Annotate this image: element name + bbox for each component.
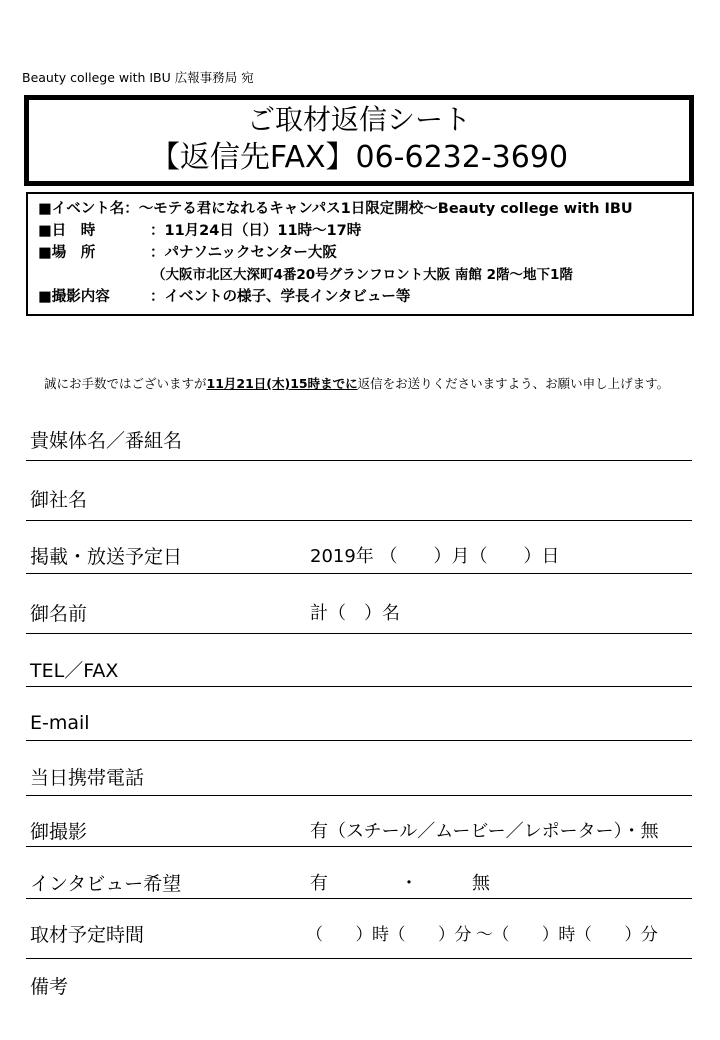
reply-fax-number: 【返信先FAX】06-6232-3690 <box>149 140 569 175</box>
field-value: 2019年 （ ）月（ ）日 <box>310 546 560 567</box>
form-field-tel-fax <box>26 659 692 687</box>
field-label: TEL／FAX <box>30 660 119 682</box>
form-field-name <box>26 602 692 634</box>
form-field-remarks <box>26 975 692 999</box>
form-field-company <box>26 488 692 521</box>
field-value: （ ）時（ ）分 ～（ ）時（ ）分 <box>306 925 658 945</box>
field-label: 貴媒体名／番組名 <box>30 430 183 452</box>
form-field-publish-date <box>26 545 692 574</box>
field-label: 掲載・放送予定日 <box>30 546 183 568</box>
addressee-line: Beauty college with IBU 広報事務局 宛 <box>22 70 254 85</box>
event-venue-value: ：パナソニックセンター大阪 <box>150 245 337 261</box>
form-field-photography <box>26 820 692 847</box>
sheet-title: ご取材返信シート <box>246 103 471 136</box>
field-label: 備考 <box>30 976 69 998</box>
event-datetime-line <box>38 220 692 242</box>
reply-deadline: 11月21日(木)15時までに <box>206 376 358 391</box>
field-value: 計（ ）名 <box>310 603 400 624</box>
event-venue-label: ■場 所 <box>38 245 96 261</box>
form-field-email <box>26 711 692 741</box>
reply-deadline-notice <box>44 376 669 392</box>
field-label: E-mail <box>30 712 90 734</box>
event-datetime-value: ：11月24日（日）11時～17時 <box>150 223 362 239</box>
event-name-value: ：～モテる君になれるキャンパス1日限定開校～Beauty college with IBU <box>124 201 633 217</box>
field-label: 当日携帯電話 <box>30 767 145 789</box>
form-field-media-name <box>26 429 692 461</box>
field-label: インタビュー希望 <box>30 873 182 895</box>
notice-text-before: 誠にお手数ではございますが <box>44 376 207 391</box>
field-label: 御撮影 <box>30 821 88 843</box>
field-label: 御名前 <box>30 603 88 625</box>
form-field-interview <box>26 872 692 899</box>
field-value: 有（スチール／ムービー／レポーター）・無 <box>310 821 659 842</box>
title-box <box>24 95 694 186</box>
event-coverage-value: ：イベントの様子、学長インタビュー等 <box>150 289 411 305</box>
field-label: 御社名 <box>30 489 88 511</box>
event-venue-address: （大阪市北区大深町4番20号グランフロント大阪 南館 2階～地下1階 <box>152 267 573 283</box>
event-venue-line <box>38 242 692 264</box>
field-label: 取材予定時間 <box>30 924 145 946</box>
event-name-label: ■イベント名 <box>38 201 125 217</box>
event-info-box <box>26 192 694 316</box>
event-name-line <box>38 198 692 220</box>
notice-text-after: 返信をお送りくださいますよう、お願い申し上げます。 <box>357 376 670 391</box>
event-coverage-label: ■撮影内容 <box>38 289 110 305</box>
form-field-coverage-time <box>26 923 692 959</box>
form-field-mobile-phone <box>26 766 692 796</box>
field-value: 有 ・ 無 <box>310 873 490 894</box>
event-coverage-line <box>38 286 692 308</box>
event-datetime-label: ■日 時 <box>38 223 96 239</box>
